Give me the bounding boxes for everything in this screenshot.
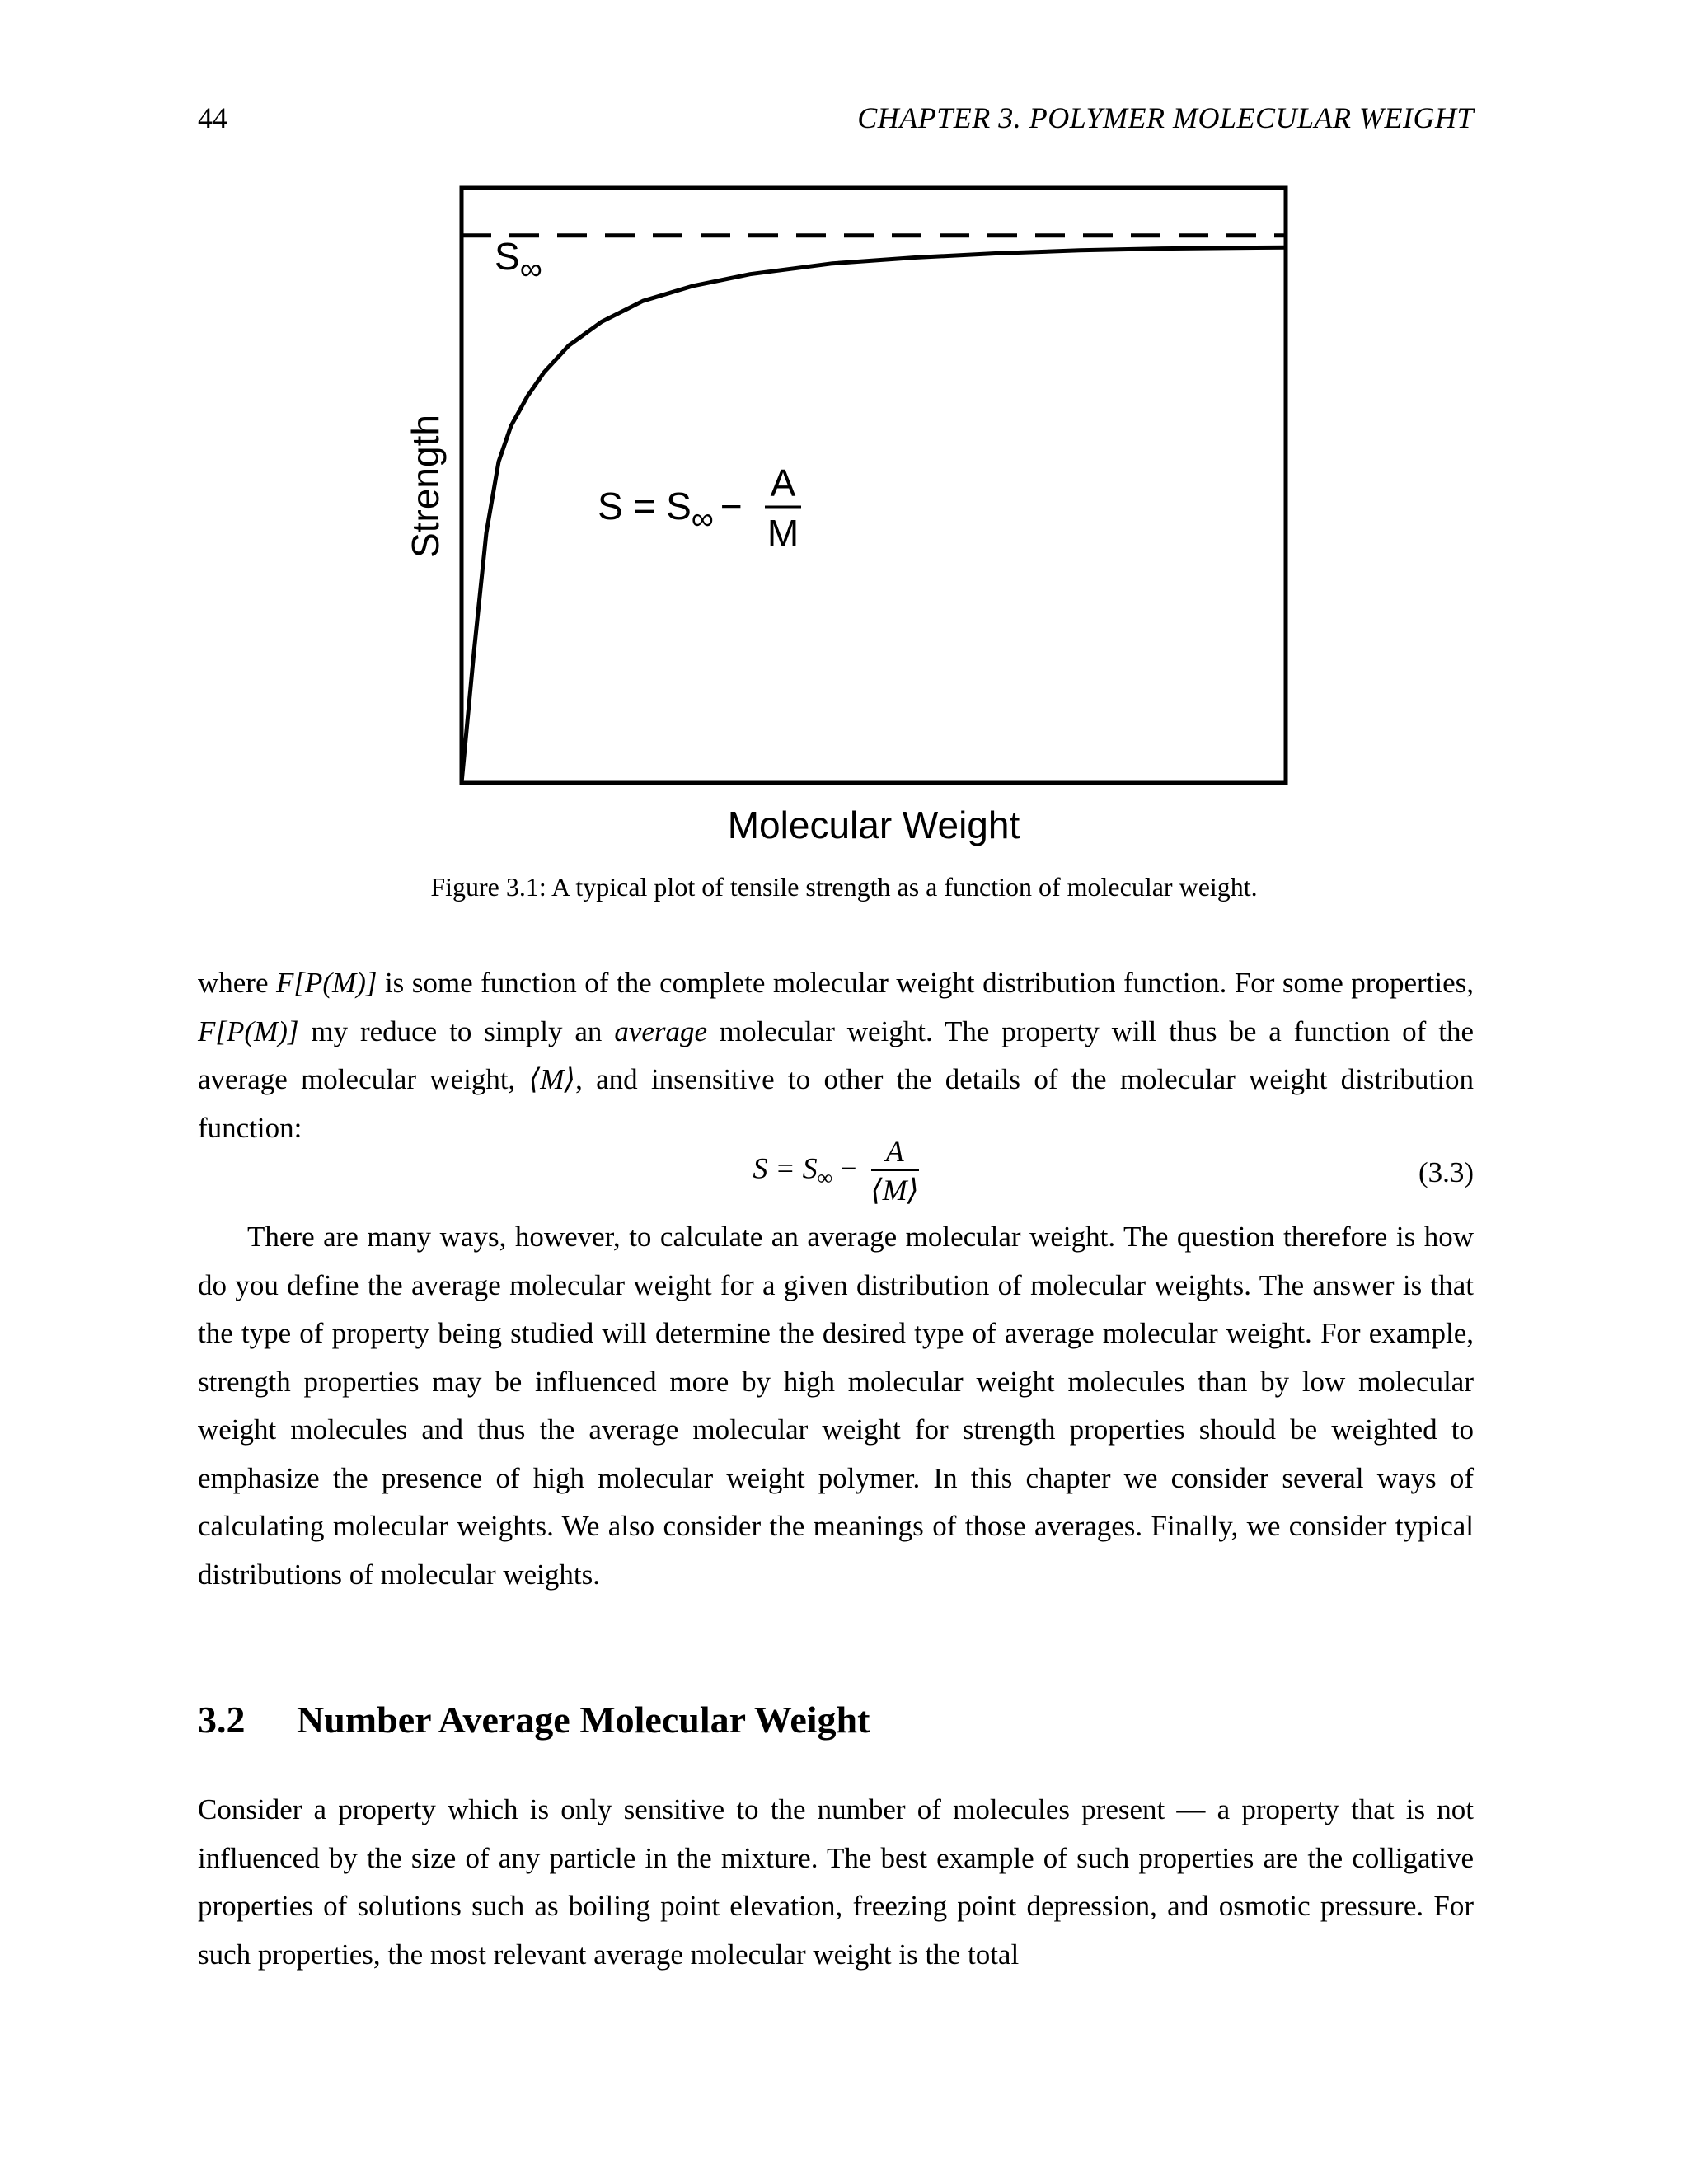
plot-frame (462, 188, 1286, 783)
section-heading: 3.2 Number Average Molecular Weight (198, 1699, 870, 1741)
paragraph-averages: There are many ways, however, to calculate an average molecular weight. The question therefore is how do you define the average molecular weight for a given distribution of molecular weights. The answer is that the type of property being studied will determine the desired type of average molecular weight. For example, strength properties may be influenced more by high molecular weight molecules than by low molecular weight molecules and thus the average molecular weight for strength properties should be weighted to emphasize the presence of high molecular weight polymer. In this chapter we consider several ways of calculating molecular weights. We also consider the meanings of those averages. Finally, we consider typical distributions of molecular weights. (198, 1221, 1474, 1591)
equation-3-3: $S = S_\infty$ − $\frac{A}{⟨M⟩}$ (3.3) (753, 1135, 1474, 1207)
y-axis-label: Strength (404, 415, 447, 558)
paragraph-intro: where F[P(M)] is some function of the complete molecular weight distribution function. For some properties, F[P(M)] my reduce to simply an average molecular weight. The property will thus be a function of the average molecular weight, ⟨M⟩, and insensitive to other the details of the molecular weight distribution function: (198, 967, 1474, 1144)
x-axis-label: Molecular Weight (727, 804, 1020, 846)
figure-caption: Figure 3.1: A typical plot of tensile strength as a function of molecular weight. (430, 872, 1258, 902)
curve-equation-lhs: $S = S_\infty$ − (598, 485, 743, 537)
plateau-label: $S_\infty$ (495, 235, 542, 287)
paragraph-number-average: Consider a property which is only sensitive to the number of molecules present — a property that is not influenced by the size of any particle in the mixture. The best example of such properties are the colligative properties of solutions such as boiling point elevation, freezing point depression, and osmotic pressure. For such properties, the most relevant average molecular weight is the total (198, 1793, 1474, 1971)
page-number: 44 (198, 101, 227, 134)
chapter-title: CHAPTER 3. POLYMER MOLECULAR WEIGHT (857, 101, 1474, 134)
equation-number: (3.3) (1418, 1156, 1474, 1188)
curve-equation-denominator: M (767, 512, 799, 555)
curve-equation-numerator: A (770, 462, 796, 504)
strength-curve (462, 247, 1286, 783)
plot-layer (462, 236, 1286, 783)
figure-strength-vs-mw (379, 173, 1327, 857)
